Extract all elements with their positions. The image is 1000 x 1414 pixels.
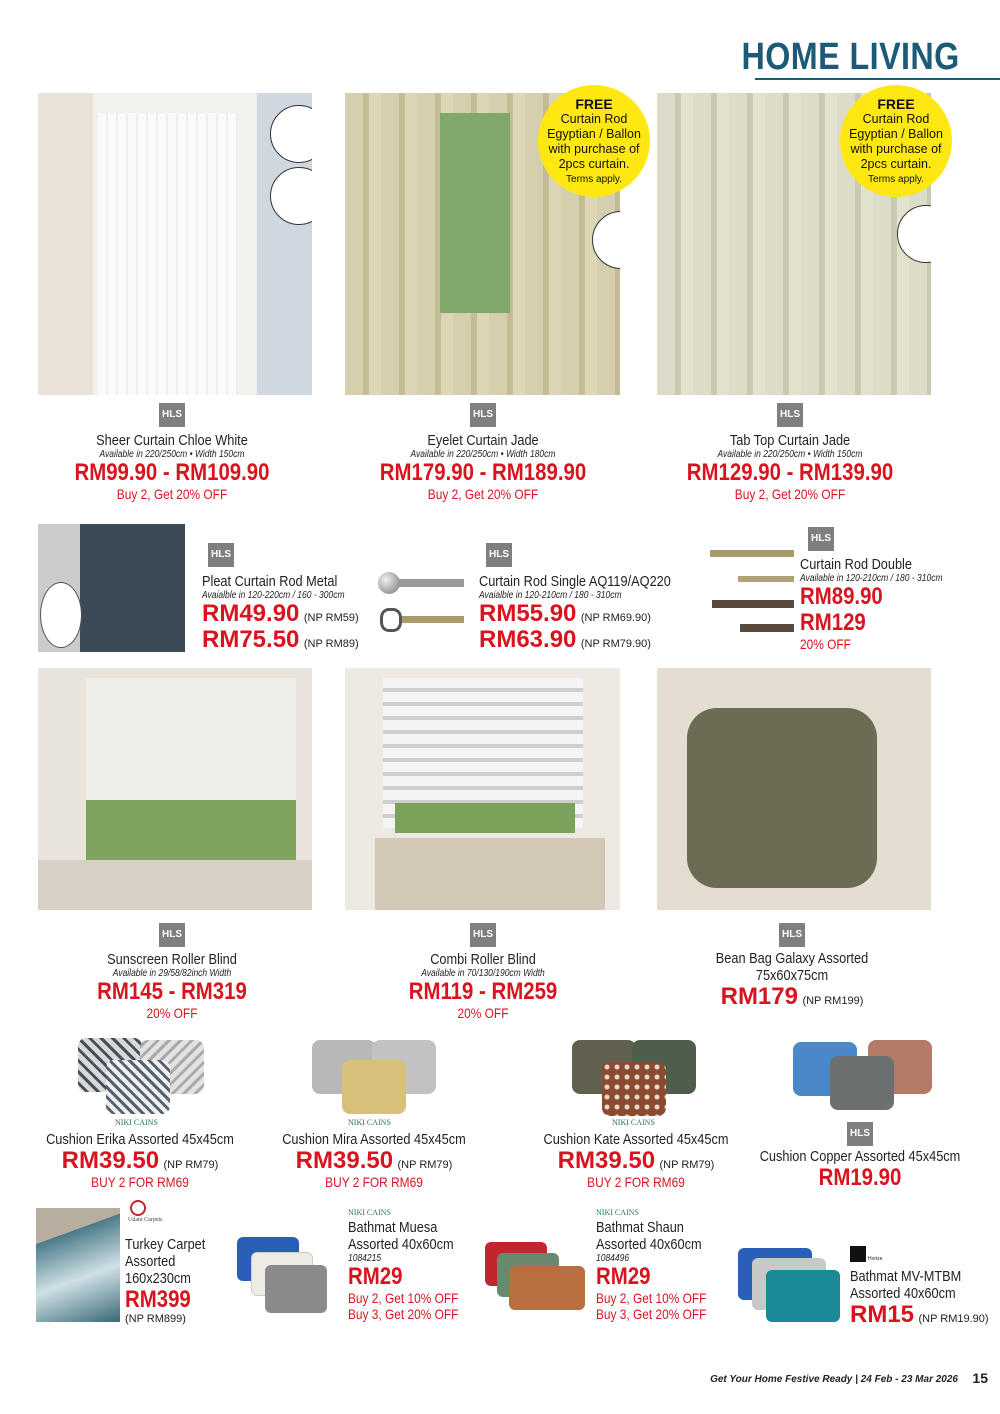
product-price: RM49.90 — [202, 600, 300, 627]
product-price: RM55.90 — [479, 600, 577, 627]
cushion-image — [830, 1056, 894, 1110]
niki-cains-logo: NIKI CAINS — [596, 1208, 639, 1217]
product-name: Bathmat Shaun — [596, 1219, 684, 1236]
product-availability: Available in 70/130/190cm Width — [421, 968, 545, 979]
normal-price: (NP RM79.90) — [580, 638, 651, 650]
normal-price: (NP RM69.90) — [580, 612, 651, 624]
eyelet-icon — [592, 211, 620, 269]
cushion-image — [106, 1060, 170, 1114]
ball-rod-image — [378, 572, 464, 594]
badge-line: Terms apply. — [566, 174, 622, 185]
sunscreen-blind-image — [38, 668, 312, 910]
page-number: 15 — [972, 1370, 988, 1386]
product-name: Bathmat Muesa — [348, 1219, 438, 1236]
product-price: RM15 — [850, 1301, 915, 1328]
hls-logo: HLS — [208, 543, 234, 567]
product-promo: Buy 2, Get 10% OFF — [596, 1290, 707, 1306]
niki-cains-logo: NIKI CAINS — [612, 1118, 655, 1127]
product-availability: Available in 220/250cm • Width 150cm — [99, 449, 245, 460]
product-promo: Buy 2, Get 20% OFF — [734, 486, 846, 502]
product-curtain-rod-double[interactable] — [800, 556, 968, 652]
udani-logo — [130, 1200, 146, 1216]
normal-price: (NP RM59) — [303, 612, 359, 624]
product-availability: Avaialble in 120-210cm / 180 - 310cm — [479, 590, 622, 601]
product-promo: Buy 2, Get 20% OFF — [427, 486, 539, 502]
curtain-hook-icon — [270, 105, 312, 163]
hls-logo: HLS — [486, 543, 512, 567]
product-name: Cushion Mira Assorted 45x45cm — [282, 1131, 466, 1148]
badge-line: Terms apply. — [868, 174, 924, 185]
free-rod-badge — [840, 85, 952, 197]
product-name: Cushion Kate Assorted 45x45cm — [543, 1131, 729, 1148]
product-promo: BUY 2 FOR RM69 — [325, 1174, 423, 1190]
bathmat-image — [766, 1270, 840, 1322]
product-eyelet-curtain[interactable] — [333, 432, 633, 502]
product-promo: Buy 3, Get 20% OFF — [596, 1306, 707, 1322]
normal-price: (NP RM79) — [163, 1159, 219, 1171]
page-title: HOME LIVING — [741, 36, 960, 78]
bean-bag-image — [657, 668, 931, 910]
product-bean-bag[interactable] — [642, 950, 942, 1010]
footer-text: Get Your Home Festive Ready | 24 Feb - 23 Mar 2026 — [710, 1374, 958, 1385]
pleat-rod-image — [38, 524, 185, 652]
product-code: 1084215 — [348, 1253, 382, 1264]
product-availability: Available in 120-210cm / 180 - 310cm — [800, 573, 943, 584]
product-price: RM39.50 — [295, 1147, 394, 1174]
product-promo: BUY 2 FOR RM69 — [91, 1174, 189, 1190]
product-price: RM399 — [125, 1286, 191, 1313]
product-price: RM129.90 - RM139.90 — [686, 459, 894, 486]
normal-price: (NP RM79) — [397, 1159, 453, 1171]
product-name: Assorted — [125, 1253, 176, 1270]
product-curtain-rod-single[interactable] — [479, 573, 705, 653]
product-price: RM75.50 — [202, 626, 300, 653]
product-pleat-rod[interactable] — [202, 573, 370, 653]
hls-logo: HLS — [470, 403, 496, 427]
product-price: RM179 — [720, 983, 798, 1010]
normal-price: (NP RM899) — [125, 1313, 186, 1325]
badge-line: Curtain Rod — [560, 112, 628, 126]
niki-cains-logo: NIKI CAINS — [348, 1118, 391, 1127]
badge-line: with purchase of — [548, 142, 640, 156]
bathmat-image — [265, 1265, 327, 1313]
product-promo: 20% OFF — [800, 636, 851, 652]
badge-line: with purchase of — [850, 142, 942, 156]
product-promo: Buy 2, Get 10% OFF — [348, 1290, 459, 1306]
badge-line: Egyptian / Ballon — [547, 127, 641, 141]
product-price: RM89.90 — [800, 583, 883, 610]
hls-logo: HLS — [159, 923, 185, 947]
hls-logo: HLS — [847, 1122, 873, 1146]
product-sunscreen-blind[interactable] — [22, 951, 322, 1021]
product-tab-top-curtain[interactable] — [640, 432, 940, 502]
cage-rod-image — [378, 608, 464, 632]
turkey-carpet-image — [36, 1208, 120, 1322]
badge-line: FREE — [575, 96, 613, 112]
horize-brand: Horize — [868, 1256, 883, 1262]
product-sheer-curtain[interactable] — [22, 432, 322, 502]
product-code: 1084496 — [596, 1253, 630, 1264]
double-rod-image — [710, 548, 794, 638]
product-name: Cushion Erika Assorted 45x45cm — [46, 1131, 234, 1148]
product-bathmat-shaun[interactable] — [596, 1219, 726, 1322]
niki-cains-logo: NIKI CAINS — [348, 1208, 391, 1217]
title-divider — [755, 78, 1000, 80]
product-name: Bean Bag Galaxy Assorted — [715, 950, 869, 967]
product-price: RM29 — [348, 1263, 403, 1290]
product-name: Combi Roller Blind — [430, 951, 536, 968]
product-name: Assorted 40x60cm — [348, 1236, 454, 1253]
product-cushion-mira[interactable] — [224, 1131, 524, 1190]
bathmat-image — [509, 1266, 585, 1310]
badge-line: 2pcs curtain. — [558, 157, 630, 171]
product-price: RM119 - RM259 — [408, 978, 558, 1005]
normal-price: (NP RM19.90) — [918, 1313, 989, 1325]
hls-logo: HLS — [470, 923, 496, 947]
product-name: Pleat Curtain Rod Metal — [202, 573, 338, 590]
product-name: Cushion Copper Assorted 45x45cm — [759, 1148, 961, 1165]
product-name: Turkey Carpet — [125, 1236, 206, 1253]
product-name: Bathmat MV-MTBM — [850, 1268, 962, 1285]
udani-brand: Udani Carpets — [128, 1217, 163, 1223]
hls-logo: HLS — [777, 403, 803, 427]
normal-price: (NP RM79) — [659, 1159, 715, 1171]
badge-line: Curtain Rod — [862, 112, 930, 126]
product-size: 160x230cm — [125, 1270, 191, 1287]
tab-top-icon — [897, 205, 931, 263]
product-name: Eyelet Curtain Jade — [427, 432, 539, 449]
combi-blind-image — [345, 668, 620, 910]
product-name: Assorted 40x60cm — [850, 1285, 956, 1302]
cushion-image — [602, 1062, 666, 1116]
product-price: RM129 — [800, 609, 866, 636]
hls-logo: HLS — [779, 923, 805, 947]
product-price: RM39.50 — [61, 1147, 160, 1174]
product-price: RM19.90 — [818, 1164, 902, 1191]
product-availability: Avaialble in 120-220cm / 160 - 300cm — [202, 590, 345, 601]
product-turkey-carpet[interactable] — [125, 1236, 219, 1325]
product-promo: 20% OFF — [457, 1005, 509, 1021]
badge-line: Egyptian / Ballon — [849, 127, 943, 141]
badge-line: 2pcs curtain. — [860, 157, 932, 171]
product-name: Tab Top Curtain Jade — [729, 432, 851, 449]
horize-logo — [850, 1246, 866, 1262]
product-promo: BUY 2 FOR RM69 — [587, 1174, 685, 1190]
cushion-image — [342, 1060, 406, 1114]
free-rod-badge — [538, 85, 650, 197]
product-availability: Available in 220/250cm • Width 150cm — [717, 449, 863, 460]
product-name: Curtain Rod Single AQ119/AQ220 — [479, 573, 671, 590]
product-cushion-copper[interactable] — [710, 1148, 1000, 1191]
badge-line: FREE — [877, 96, 915, 112]
product-price: RM179.90 - RM189.90 — [379, 459, 587, 486]
product-bathmat-muesa[interactable] — [348, 1219, 478, 1322]
curtain-tab-icon — [270, 167, 312, 225]
product-promo: Buy 3, Get 20% OFF — [348, 1306, 459, 1322]
product-size: 75x60x75cm — [755, 967, 829, 984]
normal-price: (NP RM199) — [802, 995, 864, 1007]
product-bathmat-mv-mtbm[interactable] — [850, 1268, 989, 1328]
product-price: RM29 — [596, 1263, 651, 1290]
niki-cains-logo: NIKI CAINS — [115, 1118, 158, 1127]
sheer-curtain-image — [38, 93, 312, 395]
product-promo: Buy 2, Get 20% OFF — [116, 486, 228, 502]
product-name: Sheer Curtain Chloe White — [96, 432, 248, 449]
product-price: RM145 - RM319 — [97, 978, 247, 1005]
normal-price: (NP RM89) — [303, 638, 359, 650]
product-price: RM63.90 — [479, 626, 577, 653]
product-name: Assorted 40x60cm — [596, 1236, 702, 1253]
product-price: RM39.50 — [557, 1147, 656, 1174]
product-name: Sunscreen Roller Blind — [107, 951, 237, 968]
hls-logo: HLS — [159, 403, 185, 427]
product-promo: 20% OFF — [146, 1005, 198, 1021]
product-availability: Available in 29/58/82inch Width — [112, 968, 232, 979]
product-name: Curtain Rod Double — [800, 556, 912, 573]
product-combi-blind[interactable] — [333, 951, 633, 1021]
product-availability: Available in 220/250cm • Width 180cm — [410, 449, 556, 460]
product-price: RM99.90 - RM109.90 — [74, 459, 270, 486]
hls-logo: HLS — [808, 527, 834, 551]
